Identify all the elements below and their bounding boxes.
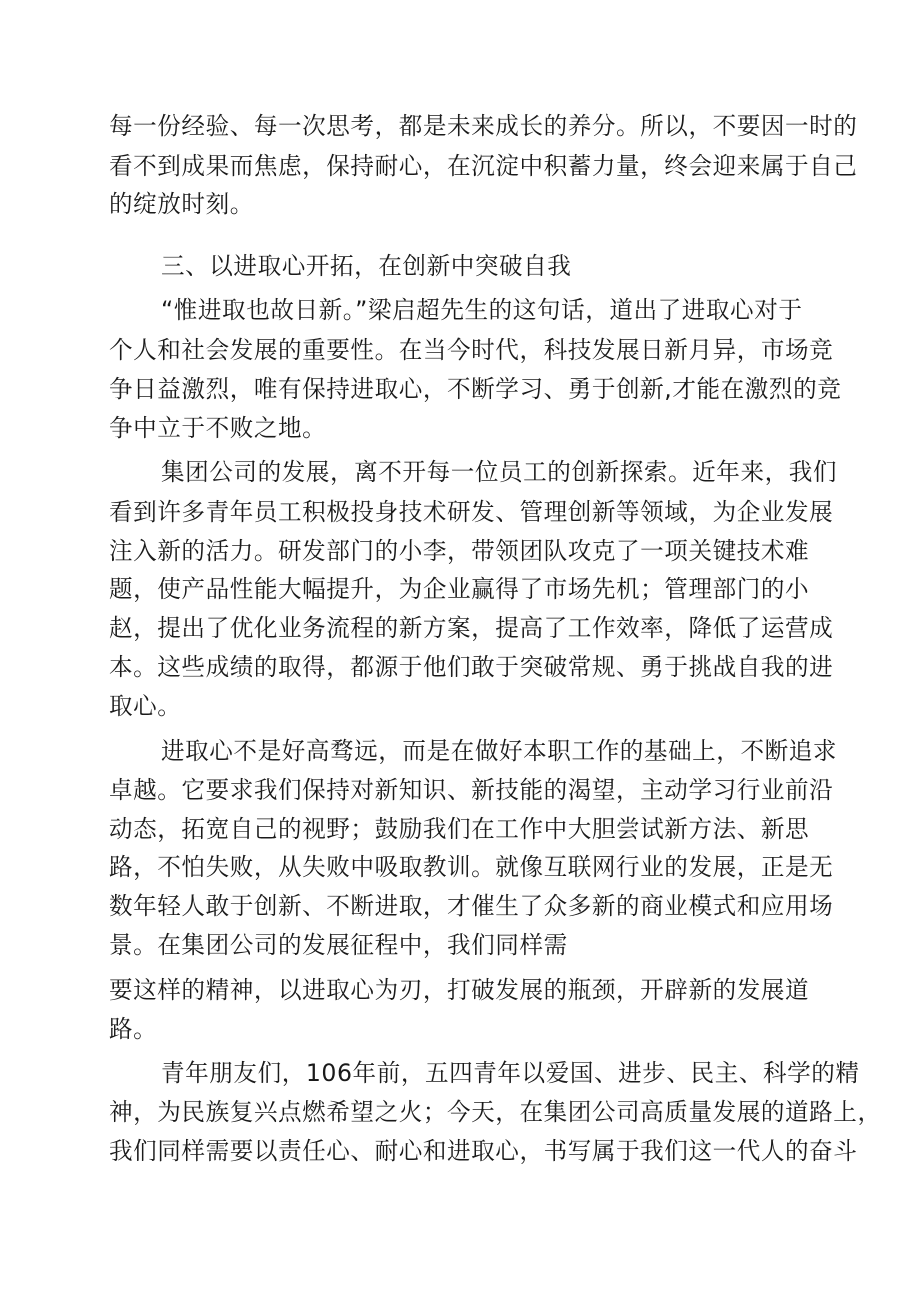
text-line: 青年朋友们，106年前，五四青年以爱国、进步、民主、科学的精 [161, 1059, 860, 1087]
text-line: 路，不怕失败，从失败中吸取教训。就像互联网行业的发展，正是无 [109, 853, 834, 881]
text-line: 要这样的精神，以进取心为刃，打破发展的瓶颈，开辟新的发展道 [109, 976, 810, 1004]
text-line: 本。这些成绩的取得，都源于他们敢于突破常规、勇于挑战自我的进 [109, 653, 834, 681]
text-line: 注入新的活力。研发部门的小李，带领团队攻克了一项关键技术难 [109, 537, 810, 565]
text-line: 路。 [109, 1015, 158, 1043]
text-line: 集团公司的发展，离不开每一位员工的创新探索。近年来，我们 [161, 458, 838, 486]
text-line: 赵，提出了优化业务流程的新方案，提高了工作效率，降低了运营成 [109, 614, 834, 642]
text-line: 争日益激烈，唯有保持进取心，不断学习、勇于创新,才能在激烈的竞 [109, 375, 842, 403]
text-line: 个人和社会发展的重要性。在当今时代，科技发展日新月异，市场竞 [109, 336, 834, 364]
text-line: “惟进取也故日新。”梁启超先生的这句话，道出了进取心对于 [161, 296, 803, 324]
text-line: 题，使产品性能大幅提升，为企业赢得了市场先机；管理部门的小 [109, 575, 810, 603]
text-line: 动态，拓宽自己的视野；鼓励我们在工作中大胆尝试新方法、新思 [109, 815, 810, 843]
section-heading: 三、以进取心开拓，在创新中突破自我 [161, 252, 572, 280]
text-line: 取心。 [109, 692, 182, 720]
text-line: 景。在集团公司的发展征程中，我们同样需 [109, 931, 568, 959]
text-line: 看不到成果而焦虑，保持耐心，在沉淀中积蓄力量，终会迎来属于自己 [109, 152, 858, 180]
text-line: 数年轻人敢于创新、不断进取，才催生了众多新的商业模式和应用场 [109, 892, 834, 920]
text-line: 我们同样需要以责任心、耐心和进取心，书写属于我们这一代人的奋斗 [109, 1137, 858, 1165]
text-line: 神，为民族复兴点燃希望之火；今天，在集团公司高质量发展的道路上， [109, 1098, 882, 1126]
text-line: 的绽放时刻。 [109, 190, 254, 218]
text-line: 进取心不是好高骛远，而是在做好本职工作的基础上，不断追求 [161, 737, 838, 765]
text-line: 看到许多青年员工积极投身技术研发、管理创新等领域，为企业发展 [109, 498, 834, 526]
text-line: 争中立于不败之地。 [109, 414, 327, 442]
text-line: 每一份经验、每一次思考，都是未来成长的养分。所以，不要因一时的 [109, 112, 858, 140]
text-line: 卓越。它要求我们保持对新知识、新技能的渴望，主动学习行业前沿 [109, 776, 834, 804]
